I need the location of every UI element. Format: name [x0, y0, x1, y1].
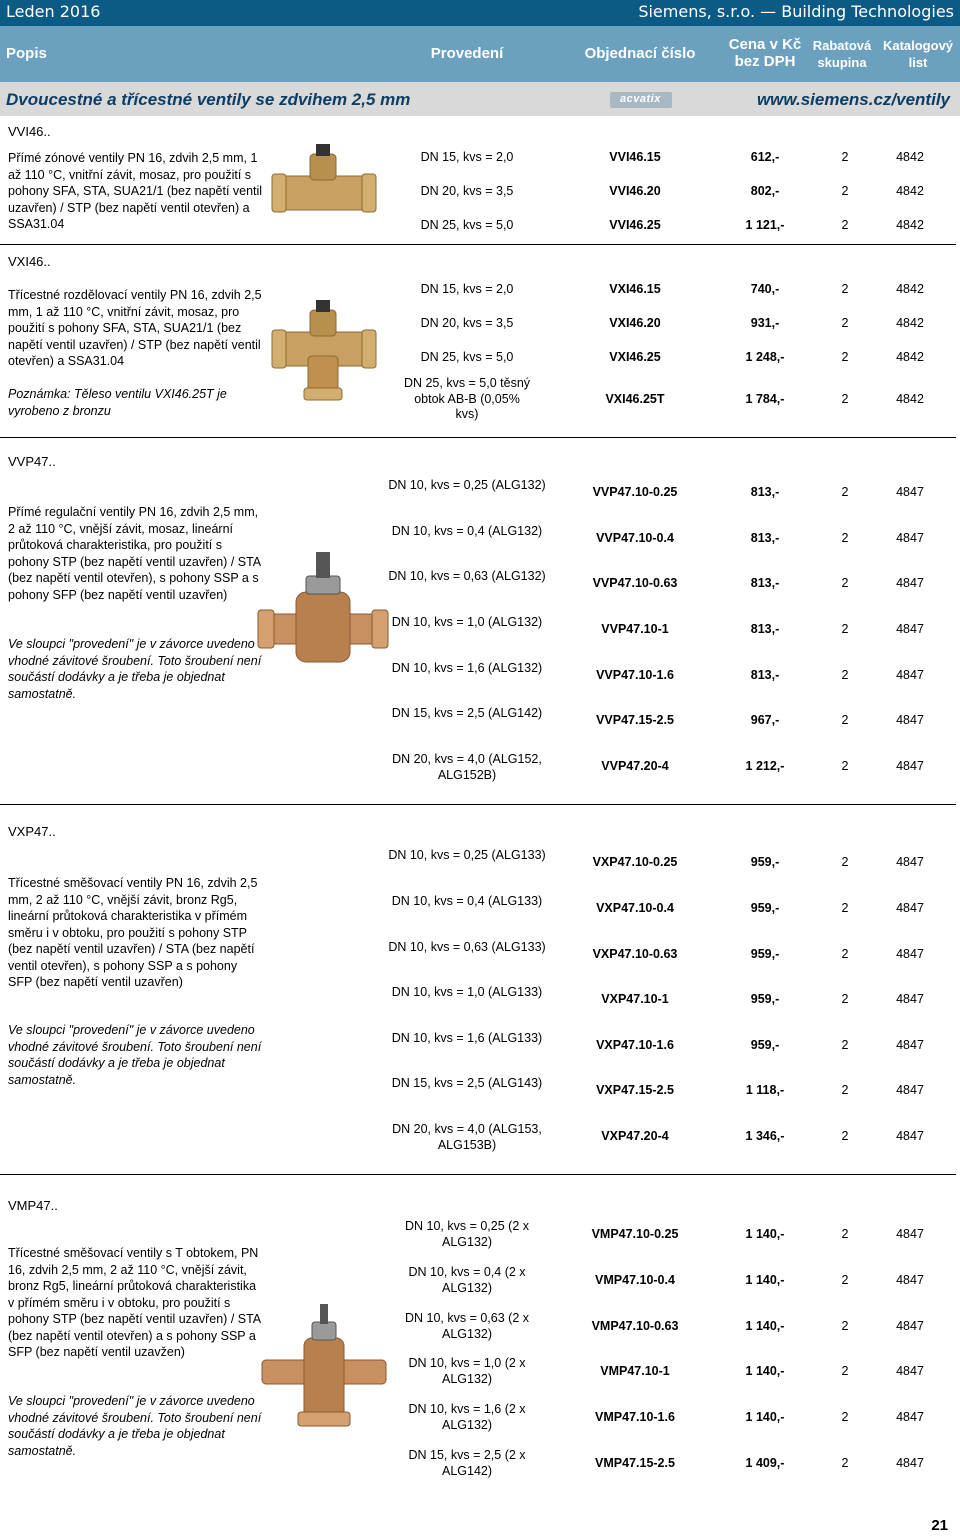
price: 1 248,- [745, 350, 785, 364]
discount-group: 2 [841, 1129, 849, 1143]
variant: DN 15, kvs = 2,5 (2 x ALG142) [408, 1448, 526, 1478]
variant: DN 25, kvs = 5,0 těsný obtok AB-B (0,05% kvs) [403, 376, 531, 421]
discount-group: 2 [841, 282, 849, 296]
catalog-sheet: 4847 [896, 576, 924, 590]
variant: DN 20, kvs = 3,5 [420, 184, 514, 198]
variant: DN 10, kvs = 0,25 (2 x ALG132) [404, 1219, 529, 1249]
variant: DN 10, kvs = 0,4 (ALG132) [391, 524, 543, 538]
catalog-sheet: 4842 [896, 392, 924, 406]
catalog-sheet: 4842 [896, 316, 924, 330]
catalog-sheet: 4847 [896, 1038, 924, 1052]
variant: DN 15, kvs = 2,5 (ALG143) [391, 1076, 543, 1090]
catalog-sheet: 4847 [896, 1364, 924, 1378]
discount-group: 2 [841, 316, 849, 330]
variant: DN 25, kvs = 5,0 [420, 218, 514, 232]
top-bar [0, 0, 960, 26]
catalog-sheet: 4842 [896, 350, 924, 364]
price: 959,- [750, 901, 780, 915]
variant: DN 10, kvs = 0,63 (ALG132) [388, 569, 546, 583]
discount-group: 2 [841, 1410, 849, 1424]
catalog-sheet: 4847 [896, 855, 924, 869]
product-description: Přímé zónové ventily PN 16, zdvih 2,5 mm, 1 až 110 °C, vnitřní závit, mosaz, pro použití s pohony SFA, STA, SUA21/1 (bez napětí ventil uzavřen) / STP (bez napětí ventil otevřen) a SSA31.04 [8, 151, 263, 231]
discount-group: 2 [841, 668, 849, 682]
variant: DN 20, kvs = 3,5 [420, 316, 514, 330]
order-number: VMP47.10-0.4 [595, 1273, 675, 1287]
product-description: Třícestné směšovací ventily PN 16, zdvih 2,5 mm, 2 až 110 °C, vnější závit, bronz Rg5, lineární průtoková charakteristika v přímém směru i v obtoku, pro použití s pohony STP (bez napětí ventil uzavřen) / STA (bez napětí ventil otevřen), s pohony SSP a s pohony SFP (bez napětí ventil uzavřen) [8, 876, 258, 989]
order-number: VMP47.15-2.5 [595, 1456, 675, 1470]
order-number: VVP47.10-0.4 [596, 531, 674, 545]
discount-group: 2 [841, 622, 849, 636]
price: 813,- [750, 531, 780, 545]
order-number: VVP47.10-1 [601, 622, 669, 636]
order-number: VMP47.10-1 [600, 1364, 670, 1378]
order-number: VMP47.10-0.63 [591, 1319, 679, 1333]
discount-group: 2 [841, 392, 849, 406]
catalog-sheet: 4847 [896, 1319, 924, 1333]
catalog-sheet: 4847 [896, 668, 924, 682]
catalog-sheet: 4847 [896, 1083, 924, 1097]
price: 1 121,- [745, 218, 785, 232]
price: 1 212,- [745, 759, 785, 773]
catalog-sheet: 4847 [896, 759, 924, 773]
order-number: VVI46.15 [609, 150, 661, 164]
separator [0, 1174, 956, 1175]
price: 959,- [750, 855, 780, 869]
catalog-sheet: 4847 [896, 901, 924, 915]
order-number: VXP47.10-0.4 [596, 901, 674, 915]
valve-image-vvi46 [268, 138, 380, 228]
variant: DN 10, kvs = 1,6 (ALG133) [391, 1031, 543, 1045]
discount-group: 2 [841, 218, 849, 232]
order-number: VXP47.10-1 [601, 992, 669, 1006]
acvatix-logo: acvatix [610, 92, 672, 108]
variant: DN 20, kvs = 4,0 (ALG153, ALG153B) [392, 1122, 542, 1152]
order-number: VVI46.20 [609, 184, 661, 198]
product-note: Poznámka: Těleso ventilu VXI46.25T je vyrobeno z bronzu [8, 387, 227, 418]
catalog-sheet: 4847 [896, 1227, 924, 1241]
product-description: Přímé regulační ventily PN 16, zdvih 2,5 mm, 2 až 110 °C, vnější závit, mosaz, lineární průtoková charakteristika, pro použití s pohony STP (bez napětí ventil uzavřen) / STA (bez napětí ventil otevřen), s pohony SSP a s pohony SFP (bez napětí ventil uzavřen) [8, 505, 261, 602]
header-company: Siemens, s.r.o. — Building Technologies [638, 2, 954, 21]
order-number: VXI46.15 [609, 282, 661, 296]
variant: DN 10, kvs = 0,4 (ALG133) [391, 894, 543, 908]
discount-group: 2 [841, 901, 849, 915]
discount-group: 2 [841, 1456, 849, 1470]
catalog-sheet: 4847 [896, 947, 924, 961]
product-note: Ve sloupci "provedení" je v závorce uvedeno vhodné závitové šroubení. Toto šroubení není součástí dodávky a je třeba je objednat samostatně. [8, 1023, 262, 1087]
variant: DN 15, kvs = 2,0 [420, 150, 514, 164]
product-note: Ve sloupci "provedení" je v závorce uvedeno vhodné závitové šroubení. Toto šroubení není součástí dodávky a je třeba je objednat samostatně. [8, 637, 262, 701]
discount-group: 2 [841, 992, 849, 1006]
product-code: VXI46.. [8, 254, 51, 269]
product-note: Ve sloupci "provedení" je v závorce uvedeno vhodné závitové šroubení. Toto šroubení není součástí dodávky a je třeba je objednat samostatně. [8, 1394, 262, 1458]
discount-group: 2 [841, 1273, 849, 1287]
price: 740,- [750, 282, 780, 296]
order-number: VXP47.20-4 [601, 1129, 669, 1143]
product-description: Třícestné směšovací ventily s T obtokem, PN 16, zdvih 2,5 mm, 2 až 110 °C, vnější závit, bronz Rg5, lineární průtoková charakteristika v přímém směru i v obtoku, pro použití s pohony STP (bez napětí ventil uzavřen) / STA (bez napětí ventil otevřen) a s pohony SSP a SFP (bez napětí ventil uzavžen) [8, 1246, 261, 1359]
variant: DN 15, kvs = 2,5 (ALG142) [391, 706, 543, 720]
col-popis: Popis [6, 45, 47, 62]
variant: DN 10, kvs = 0,25 (ALG133) [388, 848, 546, 862]
discount-group: 2 [841, 184, 849, 198]
discount-group: 2 [841, 947, 849, 961]
col-cena: Cena v Kč bez DPH [728, 36, 802, 70]
price: 1 409,- [745, 1456, 785, 1470]
price: 967,- [750, 713, 780, 727]
price: 1 118,- [745, 1083, 785, 1097]
price: 1 784,- [745, 392, 785, 406]
order-number: VVP47.20-4 [601, 759, 669, 773]
catalog-sheet: 4842 [896, 282, 924, 296]
discount-group: 2 [841, 1364, 849, 1378]
discount-group: 2 [841, 150, 849, 164]
col-provedeni: Provedení [430, 45, 504, 62]
catalog-sheet: 4842 [896, 150, 924, 164]
website-link[interactable]: www.siemens.cz/ventily [756, 90, 950, 109]
discount-group: 2 [841, 1038, 849, 1052]
order-number: VXI46.20 [609, 316, 661, 330]
variant: DN 10, kvs = 0,63 (ALG133) [388, 940, 546, 954]
variant: DN 10, kvs = 0,25 (ALG132) [388, 478, 546, 492]
product-code: VVP47.. [8, 454, 56, 469]
product-description: Třícestné rozdělovací ventily PN 16, zdvih 2,5 mm, 1 až 110 °C, vnitřní závit, mosaz, pro použití s pohony SFA, STA, SUA21/1 (bez napětí ventil uzavřen) / STP (bez napětí ventil otevřen) a SSA31.04 [8, 288, 262, 368]
col-objednaci: Objednací číslo [584, 45, 696, 62]
variant: DN 10, kvs = 1,6 (ALG132) [391, 661, 543, 675]
catalog-sheet: 4847 [896, 1273, 924, 1287]
product-code: VXP47.. [8, 824, 56, 839]
page-number: 21 [931, 1517, 948, 1534]
valve-image-vxi46 [268, 294, 380, 404]
catalog-sheet: 4847 [896, 531, 924, 545]
price: 813,- [750, 485, 780, 499]
variant: DN 10, kvs = 0,63 (2 x ALG132) [404, 1311, 529, 1341]
valve-image-vmp47 [258, 1300, 390, 1430]
order-number: VMP47.10-0.25 [591, 1227, 679, 1241]
col-katalog: Katalogový list [882, 38, 954, 70]
order-number: VXI46.25 [609, 350, 661, 364]
catalog-sheet: 4847 [896, 713, 924, 727]
order-number: VVP47.15-2.5 [596, 713, 674, 727]
price: 813,- [750, 622, 780, 636]
price: 1 140,- [745, 1410, 785, 1424]
product-code: VVI46.. [8, 124, 51, 139]
order-number: VVP47.10-0.25 [592, 485, 678, 499]
catalog-sheet: 4847 [896, 992, 924, 1006]
discount-group: 2 [841, 485, 849, 499]
variant: DN 25, kvs = 5,0 [420, 350, 514, 364]
column-header [0, 26, 960, 82]
order-number: VXP47.10-0.63 [592, 947, 678, 961]
separator [0, 437, 956, 438]
order-number: VMP47.10-1.6 [595, 1410, 675, 1424]
price: 959,- [750, 992, 780, 1006]
discount-group: 2 [841, 350, 849, 364]
price: 1 346,- [745, 1129, 785, 1143]
price: 1 140,- [745, 1319, 785, 1333]
price: 959,- [750, 947, 780, 961]
order-number: VVP47.10-1.6 [596, 668, 674, 682]
order-number: VXP47.10-1.6 [596, 1038, 674, 1052]
variant: DN 15, kvs = 2,0 [420, 282, 514, 296]
catalog-sheet: 4847 [896, 1129, 924, 1143]
valve-image-vvp47 [256, 548, 390, 678]
variant: DN 10, kvs = 0,4 (2 x ALG132) [408, 1265, 526, 1295]
variant: DN 10, kvs = 1,0 (ALG133) [391, 985, 543, 999]
price: 813,- [750, 668, 780, 682]
section-title: Dvoucestné a třícestné ventily se zdvihem 2,5 mm [6, 90, 411, 109]
discount-group: 2 [841, 1319, 849, 1333]
discount-group: 2 [841, 1227, 849, 1241]
catalog-sheet: 4847 [896, 485, 924, 499]
discount-group: 2 [841, 576, 849, 590]
separator [0, 244, 956, 245]
order-number: VXP47.15-2.5 [596, 1083, 674, 1097]
order-number: VXI46.25T [605, 392, 665, 406]
price: 1 140,- [745, 1227, 785, 1241]
variant: DN 10, kvs = 1,0 (2 x ALG132) [408, 1356, 526, 1386]
catalog-sheet: 4842 [896, 218, 924, 232]
product-code: VMP47.. [8, 1198, 58, 1213]
order-number: VXP47.10-0.25 [592, 855, 678, 869]
discount-group: 2 [841, 759, 849, 773]
price: 813,- [750, 576, 780, 590]
catalog-sheet: 4847 [896, 622, 924, 636]
price: 612,- [750, 150, 780, 164]
order-number: VVP47.10-0.63 [592, 576, 678, 590]
price: 959,- [750, 1038, 780, 1052]
separator [0, 804, 956, 805]
discount-group: 2 [841, 855, 849, 869]
discount-group: 2 [841, 713, 849, 727]
discount-group: 2 [841, 531, 849, 545]
price: 802,- [750, 184, 780, 198]
price: 931,- [750, 316, 780, 330]
price: 1 140,- [745, 1273, 785, 1287]
catalog-sheet: 4847 [896, 1456, 924, 1470]
header-date: Leden 2016 [6, 2, 101, 21]
section-title-bar [0, 82, 960, 116]
discount-group: 2 [841, 1083, 849, 1097]
order-number: VVI46.25 [609, 218, 661, 232]
variant: DN 10, kvs = 1,0 (ALG132) [391, 615, 543, 629]
variant: DN 20, kvs = 4,0 (ALG152, ALG152B) [392, 752, 542, 782]
col-rabat: Rabatová skupina [812, 38, 872, 70]
catalog-sheet: 4847 [896, 1410, 924, 1424]
catalog-sheet: 4842 [896, 184, 924, 198]
price: 1 140,- [745, 1364, 785, 1378]
variant: DN 10, kvs = 1,6 (2 x ALG132) [408, 1402, 526, 1432]
